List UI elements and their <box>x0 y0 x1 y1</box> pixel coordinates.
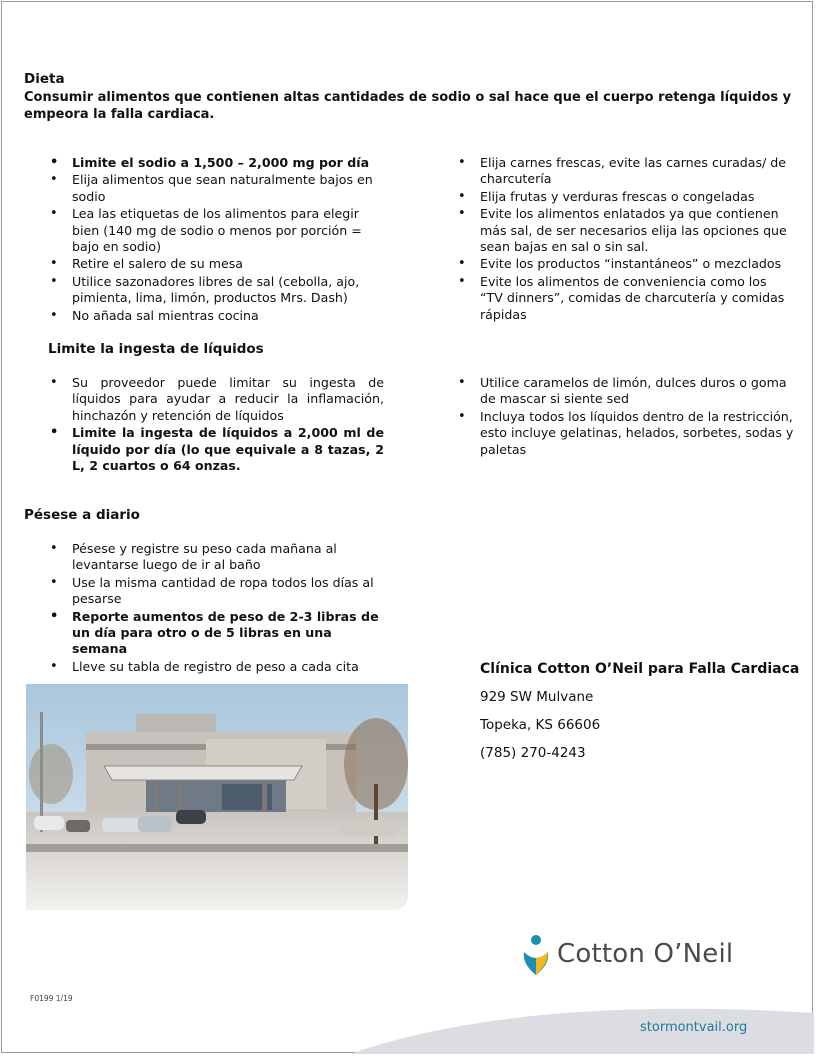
list-item: • Lleve su tabla de registro de peso a cada cita <box>48 659 382 675</box>
clinic-phone: (785) 270-4243 <box>480 745 586 761</box>
diet-left-list <box>48 155 378 325</box>
list-item: • Retire el salero de su mesa <box>48 256 378 272</box>
clinic-city: Topeka, KS 66606 <box>480 717 601 733</box>
list-item: • Evite los productos “instantáneos” o mezclados <box>456 256 792 272</box>
diet-intro: Consumir alimentos que contienen altas cantidades de sodio o sal hace que el cuerpo retenga líquidos y empeora la falla cardiaca. <box>24 90 792 122</box>
list-item: • Elija alimentos que sean naturalmente bajos en sodio <box>48 172 378 205</box>
cotton-oneil-logo-icon <box>521 934 551 976</box>
website-link[interactable]: stormontvail.org <box>640 1020 748 1035</box>
list-item: • Elija carnes frescas, evite las carnes curadas/ de charcutería <box>456 155 792 188</box>
weight-heading: Pésese a diario <box>24 507 140 523</box>
clinic-info <box>480 655 800 767</box>
list-item: • Reporte aumentos de peso de 2-3 libras de un día para otro o de 5 libras en una semana <box>48 609 382 658</box>
list-item: • Limite la ingesta de líquidos a 2,000 ml de líquido por día (lo que equivale a 8 tazas, 2 L, 2 cuartos o 64 onzas. <box>48 425 384 474</box>
list-item: • Incluya todos los líquidos dentro de la restricción, esto incluye gelatinas, helados, sorbetes, sodas y paletas <box>456 409 796 458</box>
list-item: • Evite los alimentos de conveniencia como los “TV dinners”, comidas de charcutería y comidas rápidas <box>456 274 792 323</box>
list-item: • Elija frutas y verduras frescas o congeladas <box>456 189 792 205</box>
weight-list <box>48 541 382 676</box>
list-item: • Utilice sazonadores libres de sal (cebolla, ajo, pimienta, lima, limón, productos Mrs. Dash) <box>48 274 378 307</box>
fluids-right-list <box>456 375 796 459</box>
clinic-address: 929 SW Mulvane <box>480 689 594 705</box>
list-item: • Pésese y registre su peso cada mañana al levantarse luego de ir al baño <box>48 541 382 574</box>
clinic-name: Clínica Cotton O’Neil para Falla Cardiaca <box>480 661 800 677</box>
logo-wordmark: Cotton O’Neil <box>557 939 734 969</box>
diet-right-list <box>456 155 792 324</box>
diet-heading: Dieta <box>24 71 65 87</box>
list-item: • Lea las etiquetas de los alimentos para elegir bien (140 mg de sodio o menos por porción = bajo en sodio) <box>48 206 378 255</box>
list-item: • Utilice caramelos de limón, dulces duros o goma de mascar si siente sed <box>456 375 796 408</box>
list-item: • Su proveedor puede limitar su ingesta de líquidos para ayudar a reducir la inflamación, hinchazón y retención de líquidos <box>48 375 384 424</box>
list-item: • Evite los alimentos enlatados ya que contienen más sal, de ser necesarios elija las opciones que sean bajas en sal o sin sal. <box>456 206 792 255</box>
list-item: • No añada sal mientras cocina <box>48 308 378 324</box>
fluids-left-list <box>48 375 384 475</box>
fluids-heading: Limite la ingesta de líquidos <box>48 341 264 357</box>
clinic-building-photo <box>26 684 408 910</box>
list-item: • Use la misma cantidad de ropa todos los días al pesarse <box>48 575 382 608</box>
list-item: • Limite el sodio a 1,500 – 2,000 mg por día <box>48 155 378 171</box>
form-number: F0199 1/19 <box>30 994 73 1003</box>
